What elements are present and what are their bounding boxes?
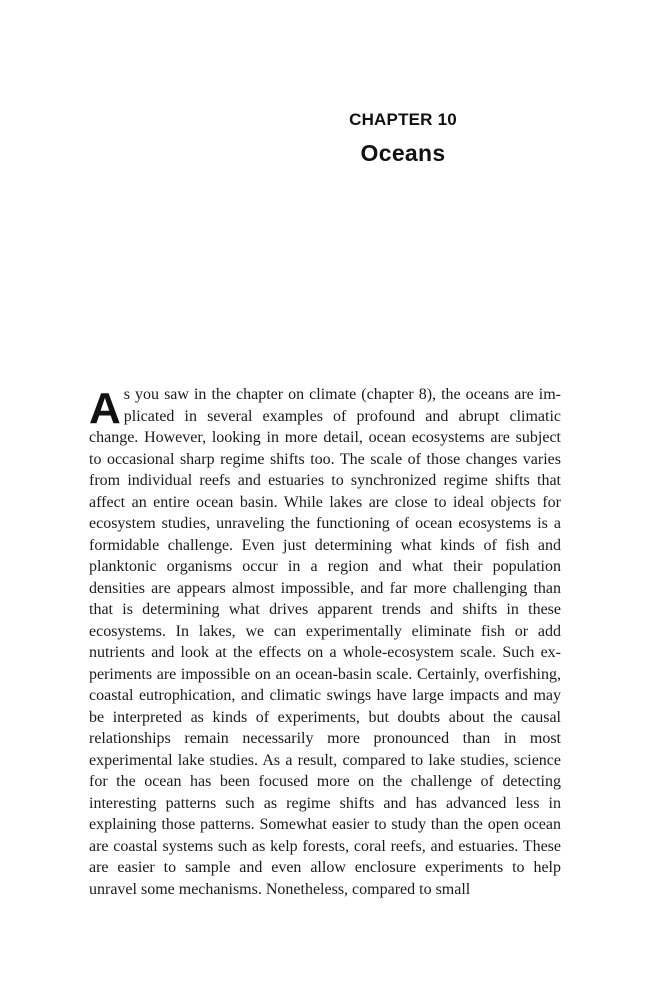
chapter-number: CHAPTER 10 (349, 110, 457, 129)
drop-cap: A (89, 384, 121, 433)
paragraph-text: s you saw in the chapter on climate (chapter 8), the oceans are implicated in several examples of profound and abrupt climatic change. However, looking in more detail, ocean ecosystems are subject to occasional sharp regime shifts too. The scale of those changes varies from individual reefs and estuaries to synchronized regime shifts that affect an entire ocean basin. While lakes are close to ideal objects for ecosystem studies, unraveling the functioning of ocean ecosystems is a formidable challenge. Even just determining what kinds of fish and planktonic organisms occur in a region and what their population densities are appears almost impossible, and far more challenging than that is determining what drives apparent trends and shifts in these ecosystems. In lakes, we can experimentally eliminate fish or add nutrients and look at the effects on a whole-ecosystem scale. Such experiments are impossible on an ocean-basin scale. Certainly, overfishing, coastal eutrophication, and climatic swings have large impacts and may be interpreted as kinds of experiments, but doubts about the causal relationships remain necessarily more pronounced than in most experimental lake studies. As a result, compared to lake studies, science for the ocean has been focused more on the challenge of detecting interesting patterns such as regime shifts and has advanced less in explaining those patterns. Somewhat easier to study than the open ocean are coastal systems such as kelp forests, coral reefs, and estuaries. These are easier to sample and even allow enclosure experiments to help unravel some mechanisms. Nonetheless, compared to small (89, 386, 561, 898)
chapter-title: Oceans (360, 140, 446, 166)
body-paragraph (89, 384, 561, 900)
